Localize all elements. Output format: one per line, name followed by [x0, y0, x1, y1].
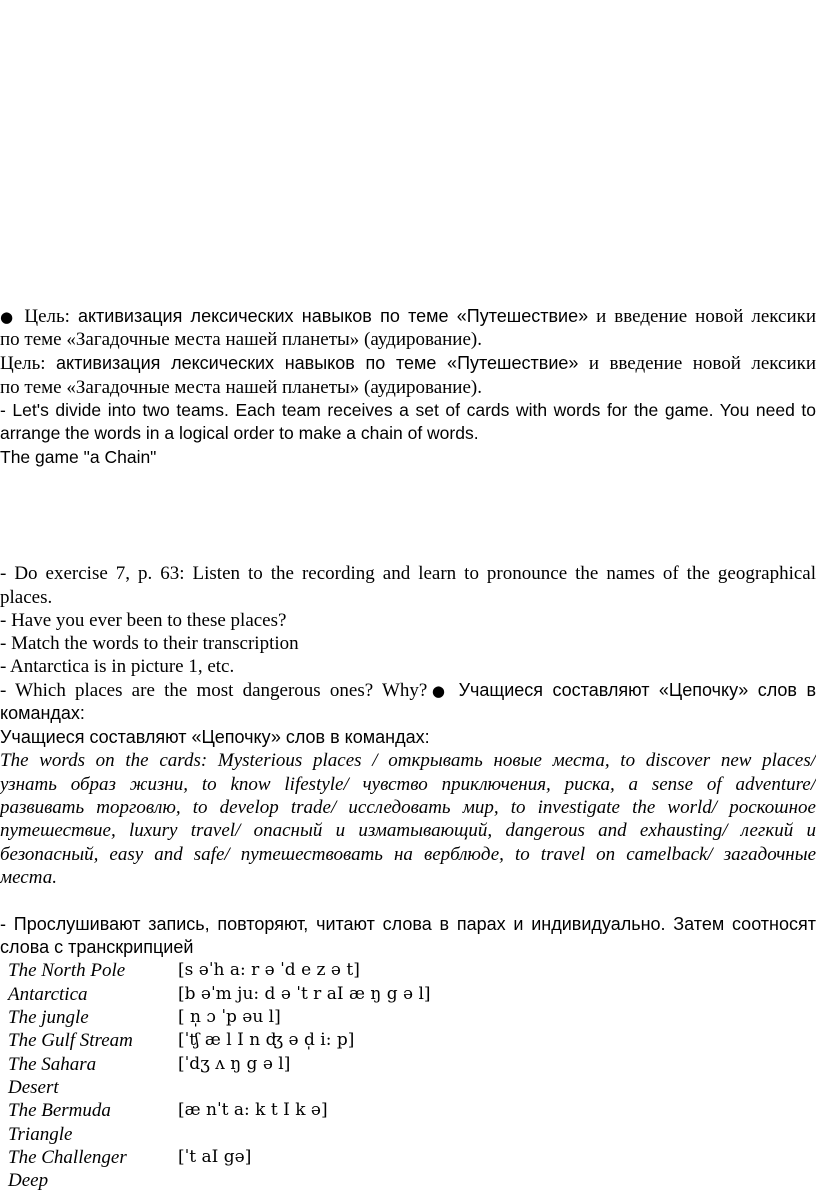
table-row — [8, 1053, 808, 1076]
exercise-line-3: - Have you ever been to these places? — [0, 610, 287, 631]
table-row — [8, 1076, 808, 1099]
teams-line-3: The game "a Chain" — [0, 447, 157, 467]
table-row — [8, 1006, 808, 1029]
transcription: [ˈʧ æ l I n ʤ ə d̩ i: p] — [178, 1030, 355, 1050]
place-name: Triangle — [8, 1124, 73, 1145]
place-name: The jungle — [8, 1007, 89, 1028]
cards-line-2: узнать образ жизни, to know lifestyle/ чувство приключения, риска, a sense of adventure/ — [0, 774, 816, 795]
exercise-line-5: - Antarctica is in picture 1, etc. — [0, 656, 235, 677]
place-name: The North Pole — [8, 960, 126, 981]
table-row — [8, 983, 808, 1006]
cards-line-4: путешествие, luxury travel/ опасный и изматывающий, dangerous and exhausting/ легкий и — [0, 820, 816, 841]
place-name: Desert — [8, 1077, 59, 1098]
table-row — [8, 1099, 808, 1122]
place-name: Deep — [8, 1170, 49, 1191]
place-name: The Bermuda — [8, 1100, 111, 1121]
transcription: [ˈdʒ ʌ ŋ g ə l] — [178, 1054, 291, 1074]
table-row — [8, 1169, 808, 1192]
table-row — [8, 1029, 808, 1052]
transcription: [ n̩ ɔ ˈp əu l] — [178, 1007, 281, 1027]
table-row — [8, 1123, 808, 1146]
goal-line-1: ● Цель: активизация лексических навыков по теме «Путешествие» и введение новой лексики — [0, 306, 816, 327]
transcription: [s əˈh a: r ə ˈd e z ə t] — [178, 960, 360, 980]
cards-line-6: места. — [0, 867, 57, 888]
teams-line-2: arrange the words in a logical order to make a chain of words. — [0, 423, 479, 443]
exercise-line-7: командах: — [0, 703, 85, 723]
table-row — [8, 959, 808, 982]
cards-line-1: The words on the cards: Mysterious places / открывать новые места, to discover new places/ — [0, 750, 816, 771]
goal-line-4: по теме «Загадочные места нашей планеты» (аудирование). — [0, 377, 482, 398]
bullet-icon: ● — [427, 682, 450, 700]
cards-line-5: безопасный, easy and safe/ путешествовать на верблюде, to travel on camelback/ загадочные — [0, 844, 816, 865]
exercise-line-6: - Which places are the most dangerous ones? Why?● Учащиеся составляют «Цепочку» слов в — [0, 680, 816, 701]
table-row — [8, 1146, 808, 1169]
listening-line-2: слова с транскрипцией — [0, 937, 194, 957]
place-name: Antarctica — [8, 984, 88, 1005]
transcription: [ˈt aI gə] — [178, 1147, 252, 1167]
place-name: The Gulf Stream — [8, 1030, 133, 1051]
goal-line-3: Цель: активизация лексических навыков по теме «Путешествие» и введение новой лексики — [0, 353, 816, 374]
listening-line-1: - Прослушивают запись, повторяют, читают слова в парах и индивидуально. Затем соотносят — [0, 914, 816, 934]
teams-line-1: - Let's divide into two teams. Each team receives a set of cards with words for the game. You need to — [0, 400, 816, 420]
exercise-line-2: places. — [0, 587, 53, 608]
goal-line-2: по теме «Загадочные места нашей планеты» (аудирование). — [0, 329, 482, 350]
transcription: [æ nˈt a: k t I k ə] — [178, 1100, 328, 1120]
transcription: [b əˈm ju: d ə ˈt r aI æ ŋ g ə l] — [178, 984, 431, 1004]
place-name: The Challenger — [8, 1147, 127, 1168]
place-name: The Sahara — [8, 1054, 97, 1075]
exercise-line-8: Учащиеся составляют «Цепочку» слов в командах: — [0, 727, 430, 747]
bullet-icon: ● — [0, 308, 17, 326]
exercise-line-4: - Match the words to their transcription — [0, 633, 299, 654]
cards-line-3: развивать торговлю, to develop trade/ исследовать мир, to investigate the world/ роскошное — [0, 797, 816, 818]
exercise-line-1: - Do exercise 7, p. 63: Listen to the recording and learn to pronounce the names of the geographical — [0, 563, 816, 584]
